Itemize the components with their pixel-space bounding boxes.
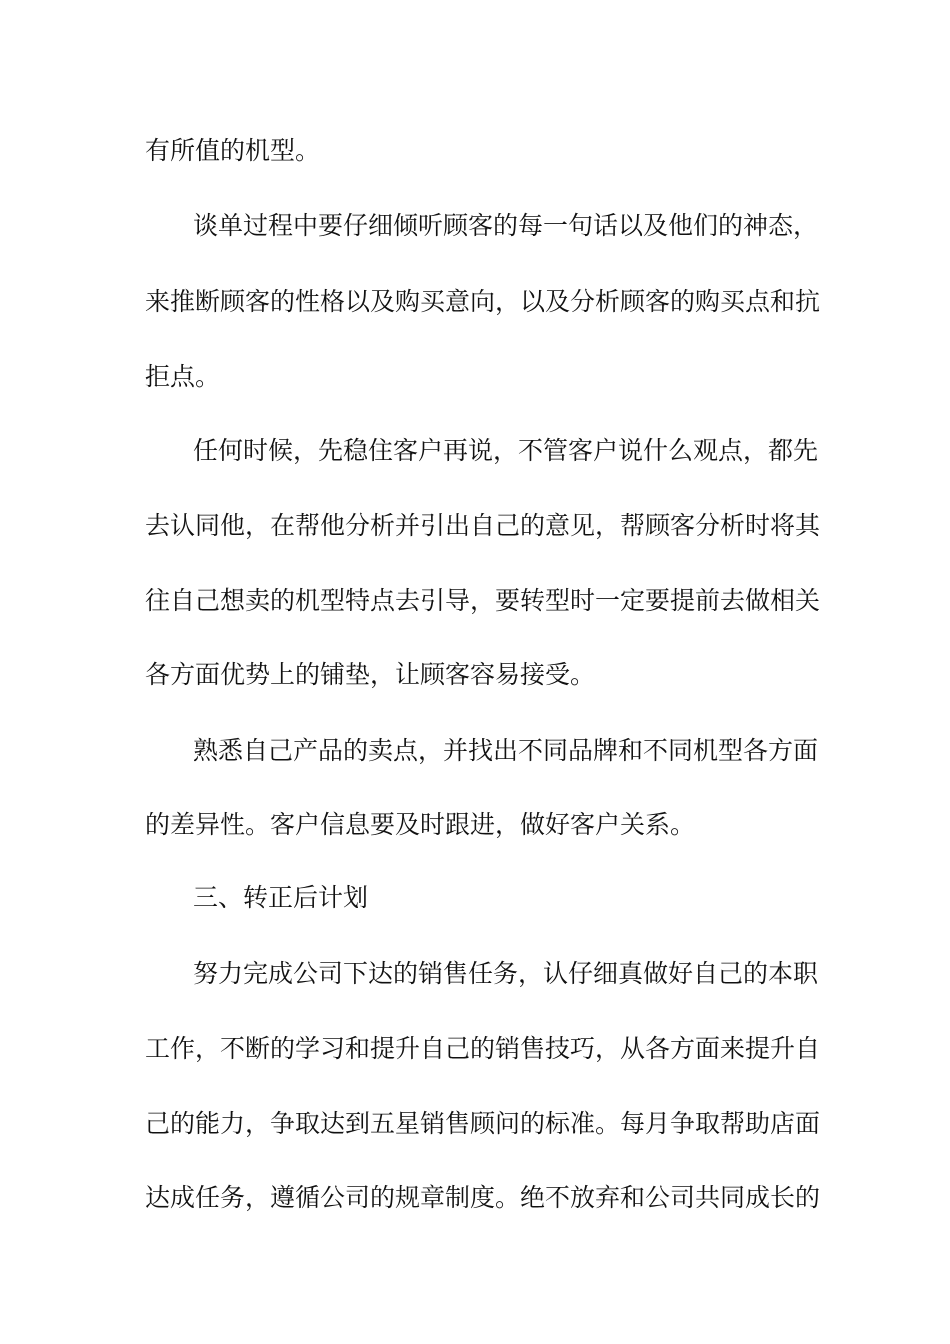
text-line: 有所值的机型。 xyxy=(145,136,321,165)
text-line: 工作，不断的学习和提升自己的销售技巧，从各方面来提升自 xyxy=(145,1034,821,1063)
text-line: 去认同他，在帮他分析并引出自己的意见，帮顾客分析时将其 xyxy=(145,511,821,540)
text-line: 往自己想卖的机型特点去引导，要转型时一定要提前去做相关 xyxy=(145,586,821,615)
paragraph-first-line: 谈单过程中要仔细倾听顾客的每一句话以及他们的神态， xyxy=(193,211,819,240)
text-line: 达成任务，遵循公司的规章制度。绝不放弃和公司共同成长的 xyxy=(145,1183,821,1212)
paragraph-first-line: 任何时候，先稳住客户再说，不管客户说什么观点，都先 xyxy=(193,436,819,465)
text-line: 的差异性。客户信息要及时跟进，做好客户关系。 xyxy=(145,810,696,839)
text-line: 己的能力，争取达到五星销售顾问的标准。每月争取帮助店面 xyxy=(145,1109,821,1138)
paragraph-first-line: 努力完成公司下达的销售任务，认仔细真做好自己的本职 xyxy=(193,959,819,988)
section-heading: 三、转正后计划 xyxy=(193,883,369,912)
text-line: 来推断顾客的性格以及购买意向，以及分析顾客的购买点和抗 xyxy=(145,287,821,316)
text-line: 各方面优势上的铺垫，让顾客容易接受。 xyxy=(145,660,596,689)
paragraph-first-line: 熟悉自己产品的卖点，并找出不同品牌和不同机型各方面 xyxy=(193,736,819,765)
text-line: 拒点。 xyxy=(145,362,221,391)
